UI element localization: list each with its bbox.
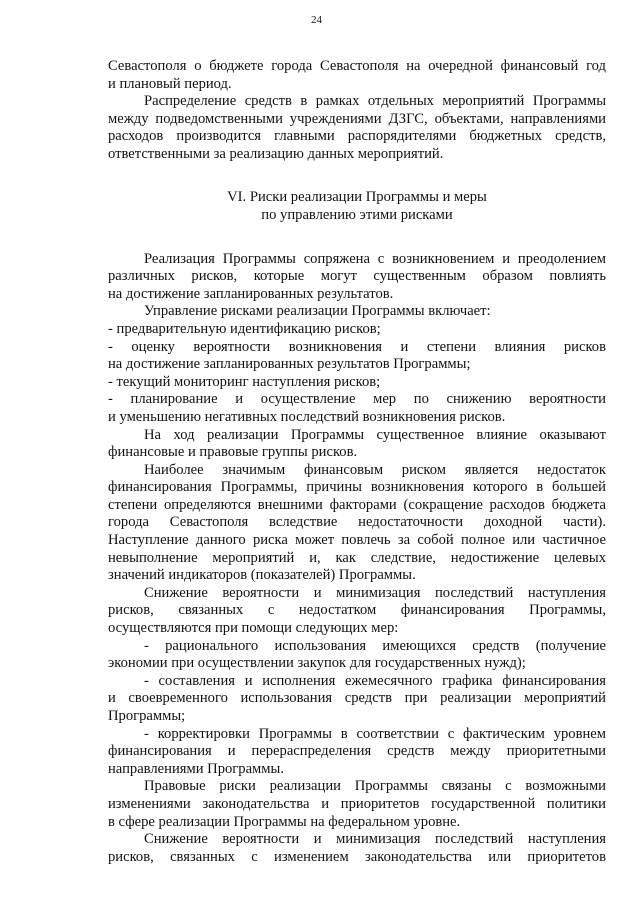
- text-line: Управление рисками реализации Программы включает:: [144, 303, 491, 320]
- text-line: на достижение запланированных результатов.: [108, 285, 394, 302]
- section-heading-line-1: VI. Риски реализации Программы и меры: [227, 188, 487, 205]
- text-line: рисков, связанных с недостатком финансирования Программы,: [108, 602, 606, 619]
- text-line: направлениями Программы.: [108, 760, 284, 777]
- section-heading: [108, 188, 606, 224]
- text-line: Снижение вероятности и минимизация последствий наступления: [144, 584, 606, 601]
- text-line: Программы;: [108, 708, 186, 724]
- text-line: На ход реализации Программы существенное влияние оказывают: [144, 426, 606, 443]
- list-item: - текущий мониторинг наступления рисков;: [108, 373, 381, 390]
- text-line: рисков, связанных с изменением законодательства или приоритетов: [108, 848, 606, 865]
- text-line: степени определяются внешними факторами (сокращение расходов бюджета: [108, 496, 606, 513]
- text-line: Наступление данного риска может повлечь за собой полное или частичное: [108, 532, 606, 549]
- list-item: - предварительную идентификацию рисков;: [108, 320, 381, 337]
- text-line: Реализация Программы сопряжена с возникновением и преодолением: [144, 250, 606, 267]
- page-number: 24: [311, 14, 322, 26]
- text-line: Наиболее значимым финансовым риском является недостаток: [144, 461, 606, 478]
- text-line: значений индикаторов (показателей) Программы.: [108, 567, 416, 584]
- text-line: Распределение средств в рамках отдельных мероприятий Программы: [144, 93, 606, 110]
- list-item: - корректировки Программы в соответствии с фактическим уровнем: [144, 725, 606, 742]
- text-line: экономии при осуществлении закупок для государственных нужд);: [108, 655, 526, 672]
- text-line: финансирования Программы, причины возникновения которого в большей: [108, 479, 606, 496]
- text-line: и своевременного использования средств при реализации мероприятий: [108, 690, 606, 707]
- text-line: различных рисков, которые могут существенным образом повлиять: [108, 268, 606, 285]
- text-line: в сфере реализации Программы на федеральном уровне.: [108, 813, 461, 830]
- text-line: финансовые и правовые группы рисков.: [108, 444, 358, 461]
- section-heading-line-2: по управлению этими рисками: [261, 206, 453, 223]
- text-line: финансирования и перераспределения средств между приоритетными: [108, 743, 606, 760]
- text-line: между подведомственными учреждениями ДЗГС, объектами, направлениями: [108, 110, 606, 127]
- document-body: [108, 58, 606, 866]
- text-line: города Севастополя вследствие недостаточности доходной части).: [108, 514, 606, 531]
- text-line: изменениями законодательства и приоритетов государственной политики: [108, 795, 606, 812]
- list-item: - оценку вероятности возникновения и степени влияния рисков: [108, 338, 606, 355]
- text-line: на достижение запланированных результатов Программы;: [108, 356, 471, 373]
- list-item: - планирование и осуществление мер по снижению вероятности: [108, 391, 606, 408]
- text-line: и уменьшению негативных последствий возникновения рисков.: [108, 408, 506, 425]
- text-line: расходов производится главными распорядителями бюджетных средств,: [108, 128, 606, 145]
- text-line: Снижение вероятности и минимизация последствий наступления: [144, 831, 606, 848]
- text-line: ответственными за реализацию данных мероприятий.: [108, 145, 444, 162]
- text-line: невыполнение мероприятий и, как следствие, недостижение целевых: [108, 549, 606, 566]
- text-line: Севастополя о бюджете города Севастополя на очередной финансовый год: [108, 58, 606, 74]
- text-line: осуществляются при помощи следующих мер:: [108, 620, 399, 637]
- list-item: - рационального использования имеющихся средств (получение: [144, 637, 606, 654]
- text-line: Правовые риски реализации Программы связаны с возможными: [144, 778, 606, 795]
- text-line: и плановый период.: [108, 75, 232, 92]
- list-item: - составления и исполнения ежемесячного графика финансирования: [144, 672, 606, 689]
